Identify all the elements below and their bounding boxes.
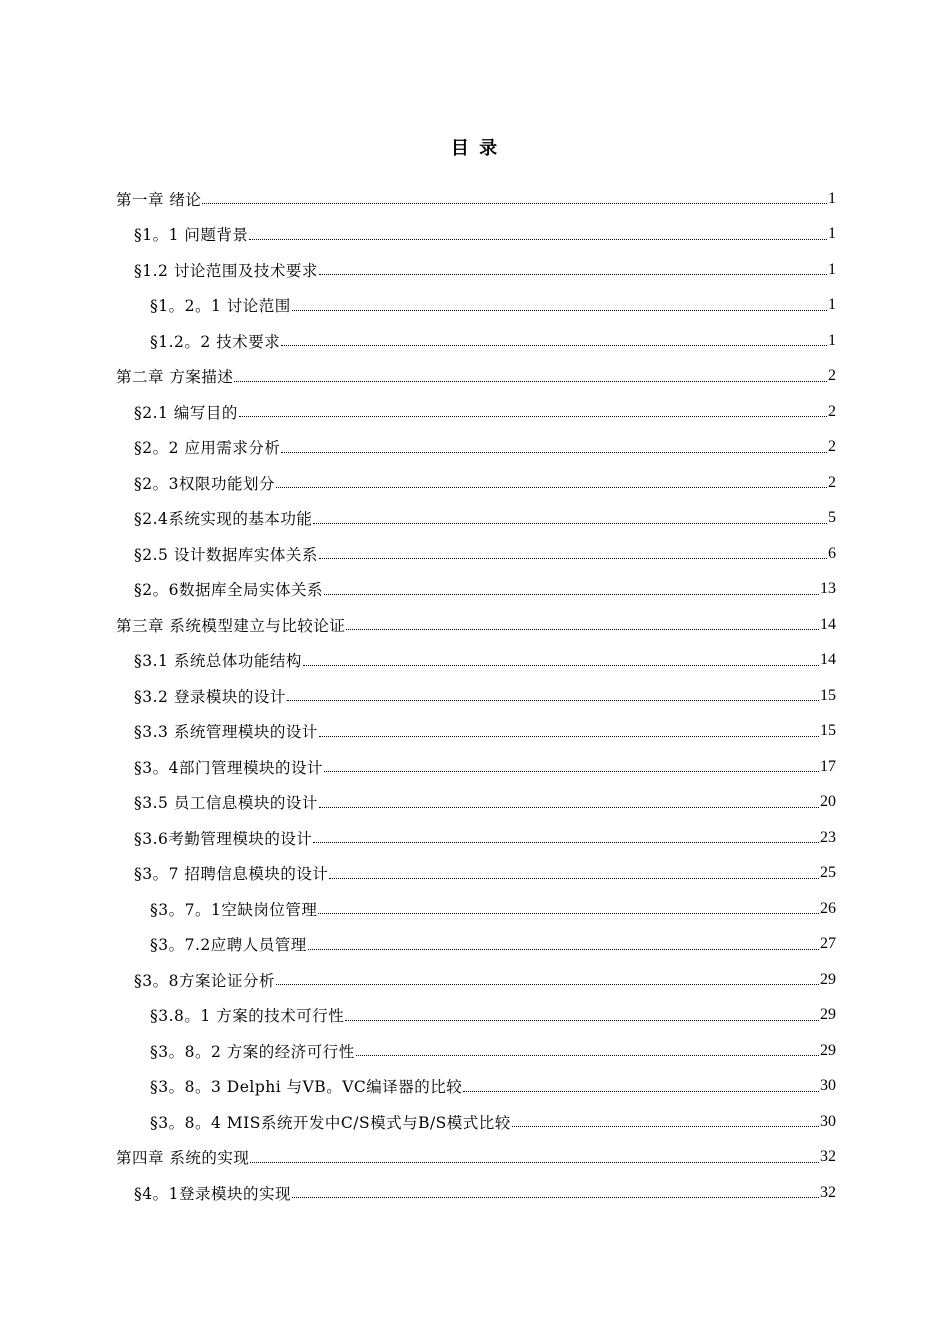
toc-entry[interactable] bbox=[116, 856, 836, 892]
toc-entry[interactable] bbox=[116, 1069, 836, 1105]
dot-leader bbox=[202, 203, 827, 204]
toc-page-number: 2 bbox=[828, 438, 836, 456]
dot-leader bbox=[239, 416, 827, 417]
dot-leader bbox=[292, 310, 827, 311]
toc-entry-text: §2.4系统实现的基本功能 bbox=[134, 510, 313, 529]
toc-entry[interactable] bbox=[116, 607, 836, 643]
toc-entry[interactable] bbox=[116, 749, 836, 785]
toc-page-number: 20 bbox=[820, 793, 836, 811]
toc-entry-text: §1.2。2 技术要求 bbox=[150, 332, 281, 351]
toc-entry[interactable] bbox=[116, 536, 836, 572]
toc-page-number: 17 bbox=[820, 757, 836, 775]
toc-page-number: 32 bbox=[820, 1183, 836, 1201]
dot-leader bbox=[329, 878, 819, 879]
toc-page-number: 14 bbox=[820, 615, 836, 633]
toc-page-number: 2 bbox=[828, 367, 836, 385]
toc-page-number: 25 bbox=[820, 864, 836, 882]
toc-entry-text: §2.1 编写目的 bbox=[134, 403, 238, 422]
toc-page-number: 30 bbox=[820, 1077, 836, 1095]
toc-entry-text: 第三章 系统模型建立与比较论证 bbox=[116, 616, 346, 635]
toc-entry[interactable] bbox=[116, 572, 836, 608]
toc-entry[interactable] bbox=[116, 1140, 836, 1176]
toc-page-number: 6 bbox=[828, 544, 836, 562]
toc-entry[interactable] bbox=[116, 643, 836, 679]
toc-page-number: 26 bbox=[820, 899, 836, 917]
toc-entry-text: §3.1 系统总体功能结构 bbox=[134, 652, 302, 671]
dot-leader bbox=[249, 239, 827, 240]
toc-entry-text: §3。8。3 Delphi 与VB。VC编译器的比较 bbox=[150, 1078, 463, 1097]
toc-entry[interactable] bbox=[116, 288, 836, 324]
toc-entry[interactable] bbox=[116, 1175, 836, 1211]
dot-leader bbox=[313, 842, 819, 843]
toc-entry[interactable] bbox=[116, 1033, 836, 1069]
dot-leader bbox=[281, 345, 827, 346]
toc-page-number: 5 bbox=[828, 509, 836, 527]
toc-entry-text: §1。1 问题背景 bbox=[134, 226, 249, 245]
toc-entry-text: §3.5 员工信息模块的设计 bbox=[134, 794, 318, 813]
toc-entry-text: §3。7。1空缺岗位管理 bbox=[150, 900, 318, 919]
toc-entry[interactable] bbox=[116, 998, 836, 1034]
dot-leader bbox=[319, 736, 819, 737]
dot-leader bbox=[346, 629, 819, 630]
toc-page-number: 13 bbox=[820, 580, 836, 598]
toc-entry-text: §2。6数据库全局实体关系 bbox=[134, 581, 323, 600]
toc-page-number: 2 bbox=[828, 473, 836, 491]
toc-entry[interactable] bbox=[116, 465, 836, 501]
toc-page-number: 23 bbox=[820, 828, 836, 846]
toc-entry-text: §2.5 设计数据库实体关系 bbox=[134, 545, 318, 564]
toc-entry-text: §3。7 招聘信息模块的设计 bbox=[134, 865, 329, 884]
toc-page-number: 30 bbox=[820, 1112, 836, 1130]
dot-leader bbox=[512, 1126, 819, 1127]
toc-entry-text: §3。7.2应聘人员管理 bbox=[150, 936, 307, 955]
toc-entry-text: §1.2 讨论范围及技术要求 bbox=[134, 261, 318, 280]
toc-entry[interactable] bbox=[116, 252, 836, 288]
dot-leader bbox=[308, 949, 819, 950]
dot-leader bbox=[463, 1091, 819, 1092]
toc-page-number: 29 bbox=[820, 1041, 836, 1059]
toc-entry-text: 第四章 系统的实现 bbox=[116, 1149, 250, 1168]
toc-entry[interactable] bbox=[116, 501, 836, 537]
toc-entry-text: 第二章 方案描述 bbox=[116, 368, 234, 387]
toc-entry[interactable] bbox=[116, 323, 836, 359]
toc-page-number: 1 bbox=[828, 225, 836, 243]
toc-page-number: 15 bbox=[820, 722, 836, 740]
dot-leader bbox=[356, 1055, 819, 1056]
toc-entry[interactable] bbox=[116, 394, 836, 430]
dot-leader bbox=[234, 381, 827, 382]
toc-entry-text: §3.8。1 方案的技术可行性 bbox=[150, 1007, 345, 1026]
toc-page-number: 15 bbox=[820, 686, 836, 704]
toc-entry[interactable] bbox=[116, 359, 836, 395]
toc-page-number: 1 bbox=[828, 296, 836, 314]
toc-entry[interactable] bbox=[116, 927, 836, 963]
toc-entry-text: 第一章 绪论 bbox=[116, 190, 202, 209]
toc-entry-text: §4。1登录模块的实现 bbox=[134, 1184, 291, 1203]
toc-page-number: 1 bbox=[828, 331, 836, 349]
dot-leader bbox=[281, 452, 827, 453]
toc-entry-text: §1。2。1 讨论范围 bbox=[150, 297, 291, 316]
toc-entry[interactable] bbox=[116, 1104, 836, 1140]
page-title: 目 录 bbox=[450, 138, 500, 159]
toc-entry[interactable] bbox=[116, 678, 836, 714]
table-of-contents bbox=[116, 181, 836, 1211]
dot-leader bbox=[319, 558, 827, 559]
dot-leader bbox=[324, 594, 819, 595]
toc-page-number: 1 bbox=[828, 189, 836, 207]
toc-entry-text: §3.3 系统管理模块的设计 bbox=[134, 723, 318, 742]
dot-leader bbox=[250, 1162, 819, 1163]
dot-leader bbox=[319, 807, 819, 808]
dot-leader bbox=[313, 523, 827, 524]
dot-leader bbox=[287, 700, 819, 701]
toc-entry[interactable] bbox=[116, 217, 836, 253]
toc-entry-text: §3。8。2 方案的经济可行性 bbox=[150, 1042, 355, 1061]
toc-entry-text: §3.6考勤管理模块的设计 bbox=[134, 829, 313, 848]
toc-page-number: 14 bbox=[820, 651, 836, 669]
toc-entry-text: §3。8方案论证分析 bbox=[134, 971, 275, 990]
toc-entry-text: §3。4部门管理模块的设计 bbox=[134, 758, 323, 777]
dot-leader bbox=[318, 913, 819, 914]
dot-leader bbox=[276, 984, 819, 985]
toc-page-number: 1 bbox=[828, 260, 836, 278]
toc-entry[interactable] bbox=[116, 820, 836, 856]
toc-page-number: 29 bbox=[820, 970, 836, 988]
toc-entry[interactable] bbox=[116, 891, 836, 927]
dot-leader bbox=[324, 771, 819, 772]
dot-leader bbox=[292, 1197, 819, 1198]
dot-leader bbox=[276, 487, 827, 488]
toc-entry[interactable] bbox=[116, 785, 836, 821]
toc-entry-text: §3。8。4 MIS系统开发中C/S模式与B/S模式比较 bbox=[150, 1113, 511, 1132]
toc-entry-text: §2。3权限功能划分 bbox=[134, 474, 275, 493]
toc-page-number: 27 bbox=[820, 935, 836, 953]
toc-entry-text: §2。2 应用需求分析 bbox=[134, 439, 281, 458]
toc-entry[interactable] bbox=[116, 430, 836, 466]
toc-entry-text: §3.2 登录模块的设计 bbox=[134, 687, 286, 706]
dot-leader bbox=[319, 274, 827, 275]
dot-leader bbox=[345, 1020, 819, 1021]
toc-page-number: 29 bbox=[820, 1006, 836, 1024]
toc-entry[interactable] bbox=[116, 181, 836, 217]
toc-page-number: 32 bbox=[820, 1148, 836, 1166]
toc-entry[interactable] bbox=[116, 962, 836, 998]
toc-page-number: 2 bbox=[828, 402, 836, 420]
dot-leader bbox=[303, 665, 819, 666]
toc-entry[interactable] bbox=[116, 714, 836, 750]
